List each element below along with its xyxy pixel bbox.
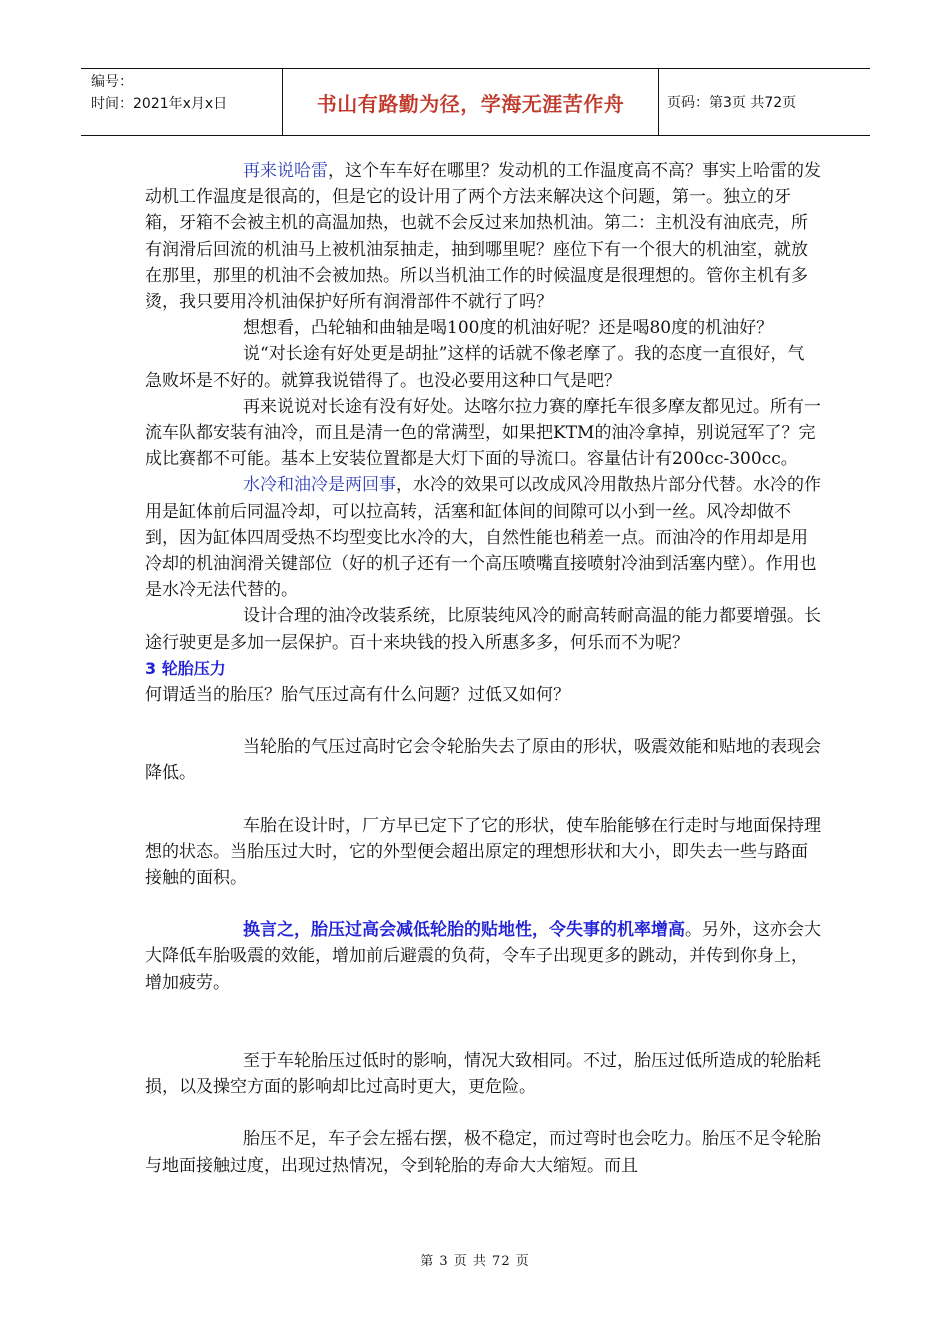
document-body: [145, 158, 821, 1179]
header-meta-cell: [81, 69, 283, 135]
spacer: [145, 1100, 821, 1126]
section-heading-tire-pressure: 3 轮胎压力: [145, 658, 226, 678]
paragraph-oil-cooler-design: 设计合理的油冷改装系统，比原装纯风冷的耐高转耐高温的能力都要增强。长途行驶更是多加一层保护。百十来块钱的投入所惠多多，何乐而不为呢？: [145, 606, 821, 653]
paragraph-long-distance: 再来说说对长途有没有好处。达喀尔拉力赛的摩托车很多摩友都见过。所有一流车队都安装有油冷，而且是清一色的常满型，如果把KTM的油冷拿掉，别说冠军了？完成比赛都不可能。基本上安装位置都是大灯下面的导流口。容量估计有200cc-300cc。: [145, 396, 821, 470]
paragraph-water-vs-oil-lead: 水冷和油冷是两回事: [243, 475, 396, 496]
header-motto: 书山有路勤为径，学海无涯苦作舟: [316, 91, 625, 116]
spacer: [145, 996, 821, 1048]
document-date: 时间：2021年x月x日: [91, 96, 228, 112]
paragraph-water-vs-oil-text: ，水冷的效果可以改成风冷用散热片部分代替。水冷的作用是缸体前后同温冷却，可以拉高转，活塞和缸体间的间隙可以小到一丝。风冷却做不到，因为缸体四周受热不均型变比水冷的大，自然性能也稍差一点。而油冷的作用却是用冷却的机油润滑关键部位（好的机子还有一个高压喷嘴直接喷射冷油到活塞内壁）。作用也是水冷无法代替的。: [145, 475, 821, 601]
header-motto-cell: [283, 69, 659, 135]
document-number-label: 编号：: [91, 74, 133, 90]
paragraph-tire-design: 车胎在设计时，厂方早已定下了它的形状，使车胎能够在行走时与地面保持理想的状态。当胎压过大时，它的外型便会超出原定的理想形状和大小，即失去一些与路面接触的面积。: [145, 815, 821, 889]
paragraph-harley-text: ，这个车车好在哪里？发动机的工作温度高不高？事实上哈雷的发动机工作温度是很高的，但是它的设计用了两个方法来解决这个问题，第一。独立的牙箱，牙箱不会被主机的高温加热，也就不会反过来加热机油。第二：主机没有油底壳，所有润滑后回流的机油马上被机油泵抽走，抽到哪里呢？座位下有一个很大的机油室，就放在那里，那里的机油不会被加热。所以当机油工作的时候温度是很理想的。管你主机有多烫，我只要用冷机油保护好所有润滑部件不就行了吗？: [145, 161, 821, 313]
page-header: [81, 68, 870, 136]
spacer: [145, 787, 821, 813]
paragraph-high-pressure: 当轮胎的气压过高时它会令轮胎失去了原由的形状，吸震效能和贴地的表现会降低。: [145, 737, 821, 784]
paragraph-underinflation: 胎压不足，车子会左摇右摆，极不稳定，而过弯时也会吃力。胎压不足令轮胎与地面接触过度，出现过热情况，令到轮胎的寿命大大缩短。而且: [145, 1129, 821, 1176]
paragraph-tire-question: 何谓适当的胎压？胎气压过高有什么问题？过低又如何？: [145, 685, 570, 706]
paragraph-harley-lead: 再来说哈雷: [243, 161, 328, 181]
header-page-info: 页码：第3页 共72页: [667, 95, 797, 111]
paragraph-grip-reduction-lead: 换言之，胎压过高会减低轮胎的贴地性，令失事的机率增高: [243, 920, 685, 941]
page-footer: 第 3 页 共 72 页: [420, 1254, 530, 1269]
paragraph-grip-reduction-text: 。另外，这亦会大大降低车胎吸震的效能，增加前后避震的负荷，令车子出现更多的跳动，并传到你身上，增加疲劳。: [145, 920, 821, 993]
paragraph-grip-reduction: [145, 917, 821, 996]
spacer: [145, 891, 821, 917]
paragraph-harley: [145, 158, 821, 315]
paragraph-oil-temperature: 想想看，凸轮轴和曲轴是喝100度的机油好呢？还是喝80度的机油好？: [243, 318, 774, 339]
header-page-cell: [659, 69, 870, 135]
spacer: [145, 708, 821, 734]
paragraph-attitude: 说“对长途有好处更是胡扯”这样的话就不像老摩了。我的态度一直很好，气急败坏是不好的。就算我说错得了。也没必要用这种口气是吧？: [145, 344, 805, 391]
paragraph-water-vs-oil: [145, 472, 821, 603]
paragraph-low-pressure: 至于车轮胎压过低时的影响，情况大致相同。不过，胎压过低所造成的轮胎耗损，以及操空方面的影响却比过高时更大，更危险。: [145, 1050, 821, 1098]
